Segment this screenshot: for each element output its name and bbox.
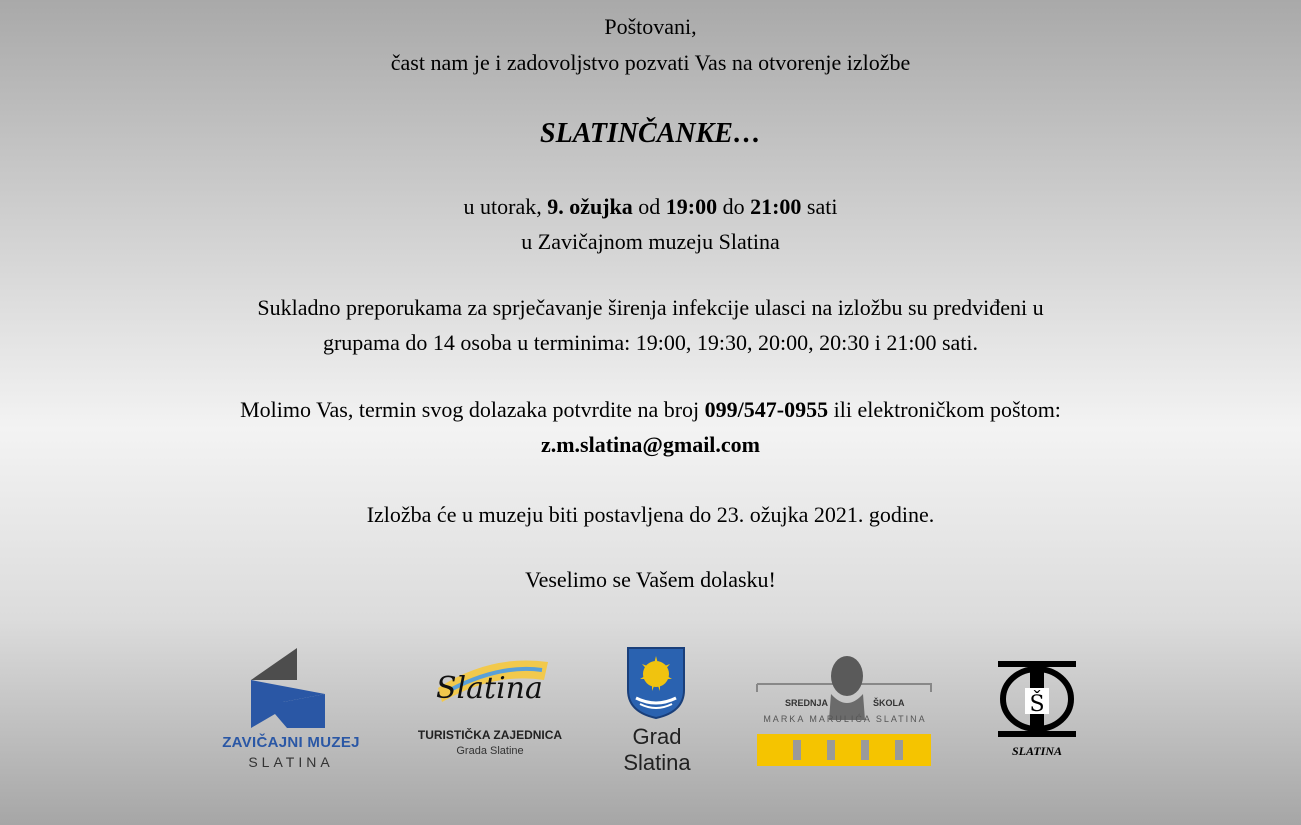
school-logo-right: ŠKOLA [873,698,905,708]
city-logo-line1: Grad [632,724,682,749]
event-end: 21:00 [750,194,802,219]
exhibition-title: SLATINČANKE… [540,118,761,149]
covid-notice-line2: grupama do 14 osoba u terminima: 19:00, 19:30, 20:00, 20:30 i 21:00 sati. [322,330,979,355]
event-time: u utorak, 9. ožujka od 19:00 do 21:00 sati [463,194,838,219]
tourism-logo-city: Grada Slatine [456,745,524,757]
museum-logo [205,646,377,774]
closing-line: Veselimo se Vašem dolasku! [525,567,776,592]
duration-line: Izložba će u muzeju biti postavljena do 23. ožujka 2021. godine. [366,502,935,527]
rsvp-line: Molimo Vas, termin svog dolazaka potvrdite na broj 099/547-0955 ili elektroničkom poštom: [240,397,1061,422]
gymnasium-logo-mark [992,658,1082,740]
svg-text:Slatina: Slatina [436,671,543,706]
covid-notice-line1: Sukladno preporukama za sprječavanje širenja infekcije ulasci na izložbu su predviđeni u [257,295,1044,320]
tourism-logo-mark [410,650,570,718]
event-location: u Zavičajnom muzeju Slatina [521,229,780,254]
gymnasium-logo [992,658,1082,764]
city-logo [612,646,702,776]
tourism-logo-name: TURISTIČKA ZAJEDNICA [417,728,563,742]
greeting: Poštovani, [604,14,697,39]
rsvp-phone: 099/547-0955 [704,397,829,422]
city-logo-line2: Slatina [623,750,691,775]
event-start: 19:00 [665,194,718,219]
school-logo-mark [755,654,935,772]
tourism-logo [410,650,570,765]
rsvp-email[interactable]: z.m.slatina@gmail.com [540,432,761,457]
school-logo-name: MARKA MARULIĆA SLATINA [763,714,927,724]
event-date: 9. ožujka [547,194,633,219]
museum-logo-mark [205,646,377,734]
invite-line: čast nam je i zadovoljstvo pozvati Vas na otvorenje izložbe [390,50,911,75]
museum-logo-city: SLATINA [248,754,334,770]
city-coat-of-arms-icon [612,646,702,720]
school-logo [755,654,935,772]
school-logo-left: SREDNJA [785,698,829,708]
museum-logo-name: ZAVIČAJNI MUZEJ [222,734,360,751]
gymnasium-logo-label: SLATINA [1011,744,1062,758]
svg-text:Š: Š [1029,692,1045,717]
